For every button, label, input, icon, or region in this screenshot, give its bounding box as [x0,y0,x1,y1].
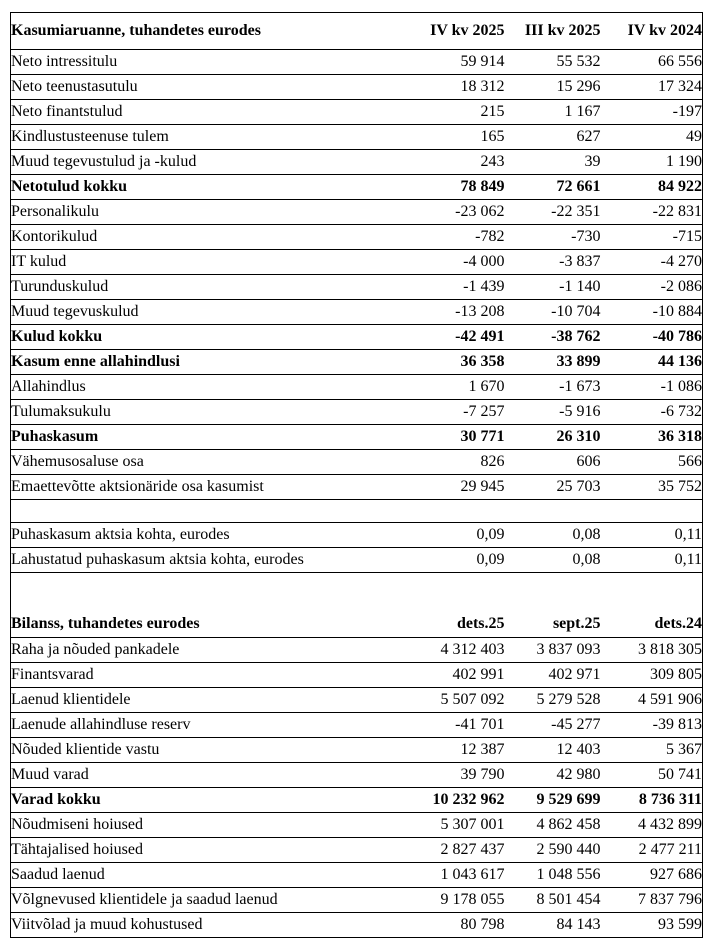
value-cell: 3 837 093 [505,638,601,663]
value-cell: 39 [505,150,601,175]
column-header: sept.25 [505,611,601,638]
value-cell: 8 501 454 [505,888,601,913]
row-label: Kasum enne allahindlusi [11,350,357,375]
value-cell: 93 599 [601,913,703,938]
value-cell: 8 736 311 [601,788,703,813]
value-cell: -39 813 [601,713,703,738]
table-row [11,713,703,738]
value-cell: -730 [505,225,601,250]
table-row [11,175,703,200]
row-label: Tähtajalised hoiused [11,838,357,863]
row-label: Neto finantstulud [11,100,357,125]
empty-row [11,500,703,523]
table-row [11,475,703,500]
value-cell: 243 [357,150,505,175]
value-cell: -10 704 [505,300,601,325]
row-label: Lahustatud puhaskasum aktsia kohta, eurodes [11,548,357,573]
column-header: III kv 2025 [505,13,601,50]
row-label: Kulud kokku [11,325,357,350]
value-cell: -1 673 [505,375,601,400]
value-cell: 0,09 [357,523,505,548]
value-cell: 44 136 [601,350,703,375]
value-cell: -42 491 [357,325,505,350]
value-cell: 0,08 [505,548,601,573]
value-cell: -1 439 [357,275,505,300]
value-cell: 12 387 [357,738,505,763]
table-row [11,763,703,788]
table-row [11,813,703,838]
value-cell: 402 971 [505,663,601,688]
table-row [11,300,703,325]
value-cell: 42 980 [505,763,601,788]
value-cell: 15 296 [505,75,601,100]
value-cell: 0,09 [357,548,505,573]
value-cell: -40 786 [601,325,703,350]
value-cell: -4 000 [357,250,505,275]
value-cell: 35 752 [601,475,703,500]
row-label: Personalikulu [11,200,357,225]
value-cell: 18 312 [357,75,505,100]
table-row [11,325,703,350]
section-header-row [11,13,703,50]
value-cell: 26 310 [505,425,601,450]
value-cell: 4 591 906 [601,688,703,713]
value-cell: 84 143 [505,913,601,938]
value-cell: 826 [357,450,505,475]
table-row [11,350,703,375]
value-cell: 10 232 962 [357,788,505,813]
row-label: Muud tegevustulud ja -kulud [11,150,357,175]
table-row [11,225,703,250]
value-cell: -5 916 [505,400,601,425]
value-cell: 9 529 699 [505,788,601,813]
value-cell: 29 945 [357,475,505,500]
value-cell: -38 762 [505,325,601,350]
value-cell: -10 884 [601,300,703,325]
value-cell: 0,08 [505,523,601,548]
table-body [11,13,703,938]
value-cell: 606 [505,450,601,475]
value-cell: 5 307 001 [357,813,505,838]
value-cell: 1 190 [601,150,703,175]
value-cell: 80 798 [357,913,505,938]
row-label: Emaettevõtte aktsionäride osa kasumist [11,475,357,500]
table-row [11,375,703,400]
value-cell: 39 790 [357,763,505,788]
row-label: Puhaskasum aktsia kohta, eurodes [11,523,357,548]
value-cell: 2 477 211 [601,838,703,863]
value-cell: 165 [357,125,505,150]
row-label: Nõudmiseni hoiused [11,813,357,838]
value-cell: 2 590 440 [505,838,601,863]
column-header: dets.24 [601,611,703,638]
row-label: Nõuded klientide vastu [11,738,357,763]
value-cell: 1 670 [357,375,505,400]
empty-cell [11,500,703,523]
value-cell: -2 086 [601,275,703,300]
value-cell: 5 279 528 [505,688,601,713]
table-row [11,450,703,475]
table-row [11,200,703,225]
empty-cell [11,573,703,612]
value-cell: -22 351 [505,200,601,225]
table-row [11,125,703,150]
row-label: Varad kokku [11,788,357,813]
value-cell: 402 991 [357,663,505,688]
table-row [11,100,703,125]
value-cell: -13 208 [357,300,505,325]
section-header-row [11,611,703,638]
value-cell: -22 831 [601,200,703,225]
row-label: Puhaskasum [11,425,357,450]
table-row [11,688,703,713]
row-label: Turunduskulud [11,275,357,300]
value-cell: 55 532 [505,50,601,75]
value-cell: 84 922 [601,175,703,200]
value-cell: 4 862 458 [505,813,601,838]
table-row [11,863,703,888]
value-cell: 0,11 [601,548,703,573]
table-row [11,548,703,573]
table-row [11,638,703,663]
value-cell: -23 062 [357,200,505,225]
table-row [11,663,703,688]
value-cell: 66 556 [601,50,703,75]
value-cell: 12 403 [505,738,601,763]
table-row [11,425,703,450]
value-cell: -782 [357,225,505,250]
value-cell: -3 837 [505,250,601,275]
value-cell: -41 701 [357,713,505,738]
column-header: IV kv 2025 [357,13,505,50]
value-cell: 25 703 [505,475,601,500]
value-cell: 309 805 [601,663,703,688]
financial-report-sheet [10,12,702,938]
value-cell: -1 086 [601,375,703,400]
row-label: Kindlustusteenuse tulem [11,125,357,150]
row-label: Laenude allahindluse reserv [11,713,357,738]
value-cell: 49 [601,125,703,150]
row-label: Võlgnevused klientidele ja saadud laenud [11,888,357,913]
column-header: IV kv 2024 [601,13,703,50]
row-label: Allahindlus [11,375,357,400]
value-cell: 72 661 [505,175,601,200]
table-row [11,523,703,548]
value-cell: 50 741 [601,763,703,788]
value-cell: 4 432 899 [601,813,703,838]
value-cell: 36 318 [601,425,703,450]
value-cell: 0,11 [601,523,703,548]
table-row [11,150,703,175]
table-row [11,275,703,300]
section-title: Kasumiaruanne, tuhandetes eurodes [11,13,357,50]
value-cell: -45 277 [505,713,601,738]
value-cell: 4 312 403 [357,638,505,663]
value-cell: 33 899 [505,350,601,375]
value-cell: -7 257 [357,400,505,425]
table-row [11,250,703,275]
row-label: Tulumaksukulu [11,400,357,425]
value-cell: 3 818 305 [601,638,703,663]
value-cell: -715 [601,225,703,250]
value-cell: 566 [601,450,703,475]
value-cell: 215 [357,100,505,125]
section-title: Bilanss, tuhandetes eurodes [11,611,357,638]
row-label: Finantsvarad [11,663,357,688]
value-cell: 627 [505,125,601,150]
table-row [11,75,703,100]
table-row [11,838,703,863]
table-row [11,888,703,913]
row-label: Muud varad [11,763,357,788]
column-header: dets.25 [357,611,505,638]
table-row [11,400,703,425]
row-label: Muud tegevuskulud [11,300,357,325]
value-cell: 9 178 055 [357,888,505,913]
value-cell: 36 358 [357,350,505,375]
row-label: IT kulud [11,250,357,275]
row-label: Raha ja nõuded pankadele [11,638,357,663]
row-label: Vähemusosaluse osa [11,450,357,475]
value-cell: 1 043 617 [357,863,505,888]
value-cell: 5 367 [601,738,703,763]
financial-statement-table [10,12,703,938]
value-cell: -197 [601,100,703,125]
value-cell: -6 732 [601,400,703,425]
table-row [11,50,703,75]
row-label: Laenud klientidele [11,688,357,713]
value-cell: 927 686 [601,863,703,888]
value-cell: 78 849 [357,175,505,200]
row-label: Neto teenustasutulu [11,75,357,100]
value-cell: 7 837 796 [601,888,703,913]
value-cell: -1 140 [505,275,601,300]
row-label: Neto intressitulu [11,50,357,75]
value-cell: 59 914 [357,50,505,75]
value-cell: 17 324 [601,75,703,100]
value-cell: 30 771 [357,425,505,450]
row-label: Kontorikulud [11,225,357,250]
row-label: Netotulud kokku [11,175,357,200]
table-row [11,913,703,938]
value-cell: 1 167 [505,100,601,125]
value-cell: 1 048 556 [505,863,601,888]
value-cell: -4 270 [601,250,703,275]
value-cell: 5 507 092 [357,688,505,713]
row-label: Viitvõlad ja muud kohustused [11,913,357,938]
table-row [11,738,703,763]
value-cell: 2 827 437 [357,838,505,863]
row-label: Saadud laenud [11,863,357,888]
table-row [11,788,703,813]
empty-row [11,573,703,612]
